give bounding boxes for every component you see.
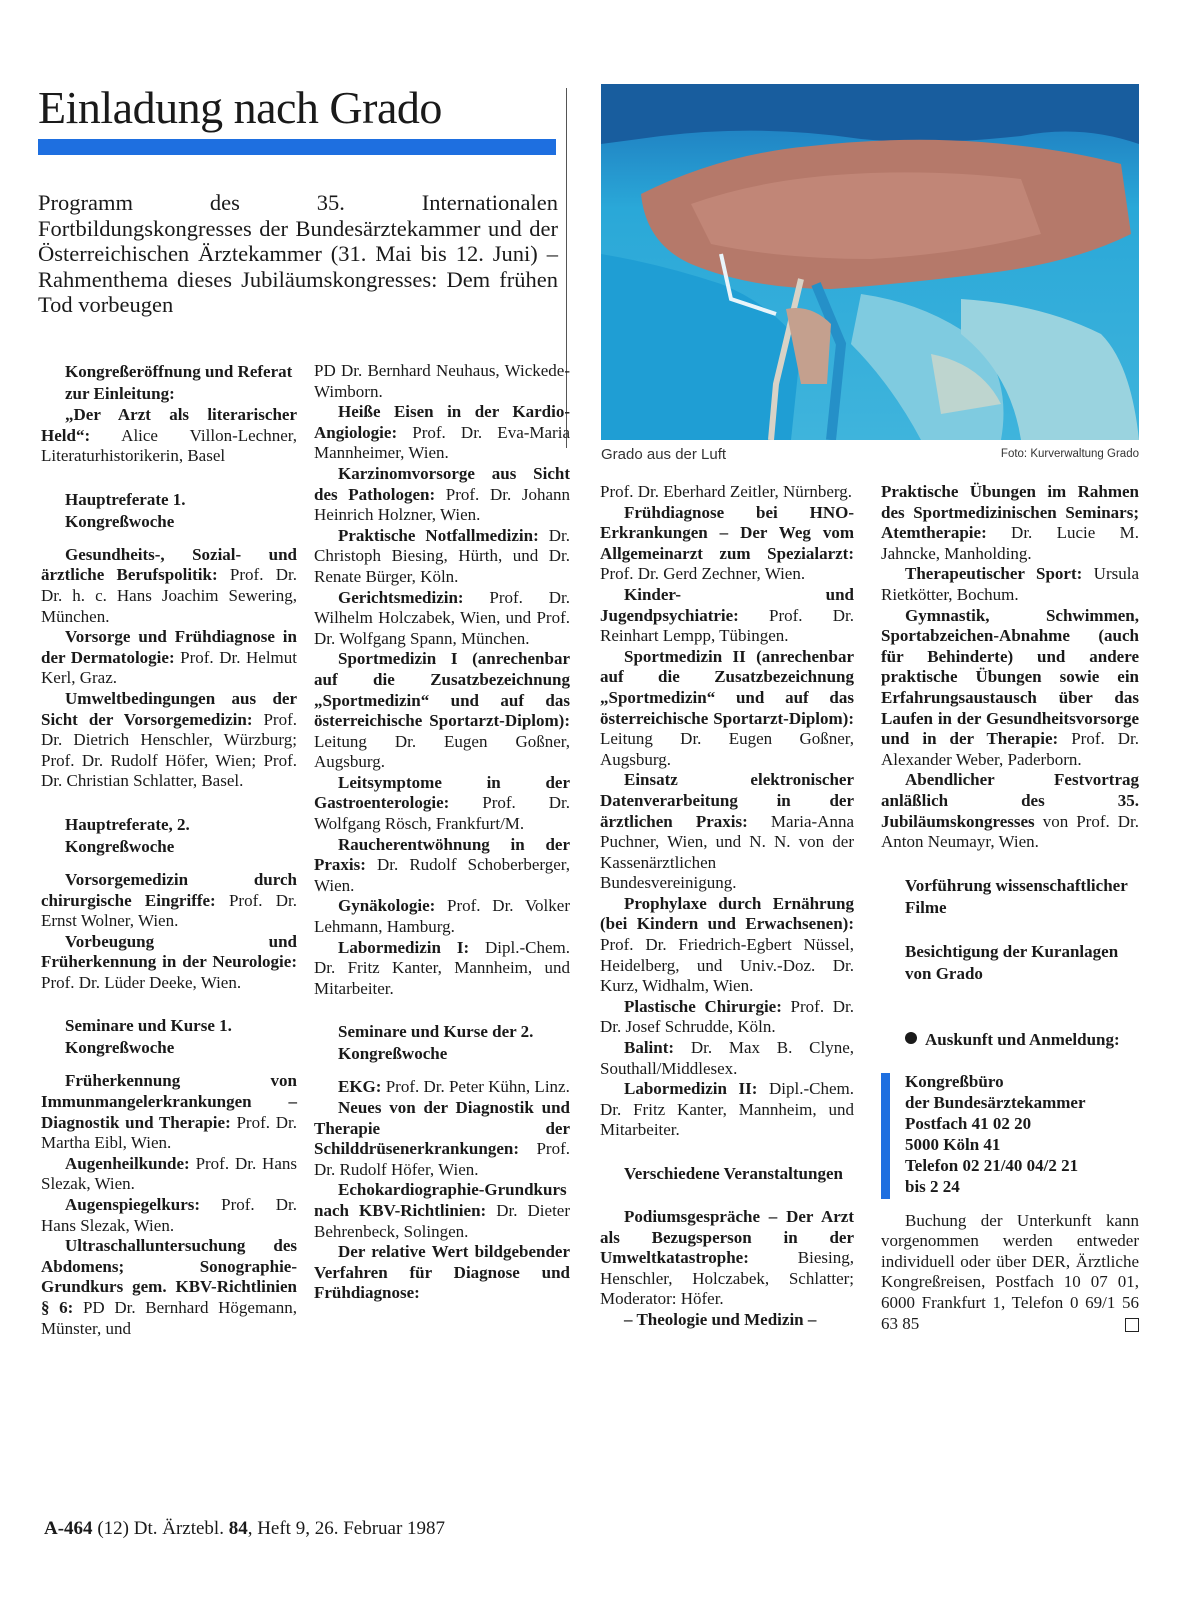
program-item: Abendlicher Festvortrag anläßlich des 35. Jubiläumskongresses von Prof. Dr. Anton Neumayr, Wien. [881, 770, 1139, 852]
program-item: Gesundheits-, Sozial- und ärztliche Berufspolitik: Prof. Dr. Dr. h. c. Hans Joachim Sewering, München. [41, 544, 297, 626]
program-item: Ultraschalluntersuchung des Abdomens; Sonographie-Grundkurs gem. KBV-Richtlinien § 6: PD Dr. Bernhard Högemann, Münster, und [41, 1236, 297, 1338]
photo-credit: Foto: Kurverwaltung Grado [1000, 448, 1139, 460]
heading-seminars-week2: Seminare und Kurse der 2. Kongreßwoche [338, 1022, 534, 1064]
program-item: Umweltbedingungen aus der Sicht der Vorsorgemedizin: Prof. Dr. Dietrich Henschler, Würzburg; Prof. Dr. Rudolf Höfer, Wien; Prof. Dr. Christian Schlatter, Basel. [41, 688, 297, 791]
program-item: Balint: Dr. Max B. Clyne, Southall/Middlesex. [600, 1038, 854, 1078]
contact-accent-bar [881, 1073, 890, 1199]
heading-films: Vorführung wissenschaftlicher Filme [905, 875, 1128, 917]
program-item: Leitsymptome in der Gastroenterologie: Prof. Dr. Wolfgang Rösch, Frankfurt/M. [314, 772, 570, 834]
column-2 [314, 361, 570, 1304]
program-item: Therapeutischer Sport: Ursula Rietkötter, Bochum. [881, 564, 1140, 604]
heading-seminars-week1: Seminare und Kurse 1. Kongreßwoche [65, 1016, 232, 1058]
program-item: EKG: Prof. Dr. Peter Kühn, Linz. [338, 1077, 570, 1097]
program-item: Praktische Notfallmedizin: Dr. Christoph Biesing, Hürth, und Dr. Renate Bürger, Köln. [314, 525, 570, 586]
heading-contact: Auskunft und Anmeldung: [881, 1029, 1139, 1051]
program-item: Einsatz elektronischer Datenverarbeitung in der ärztlichen Praxis: Maria-Anna Puchner, Wien, und N. N. von der Kassenärztlichen Bundesvereinigung. [600, 770, 854, 893]
footer-volume: 84 [228, 1518, 248, 1539]
contact-box [881, 1071, 1139, 1197]
footer-issue: , Heft 9, 26. Februar 1987 [247, 1518, 446, 1539]
heading-opening: Kongreßeröffnung und Referat zur Einleitung: [65, 362, 293, 403]
contact-line: Postfach 41 02 20 [905, 1113, 1032, 1133]
program-item: Podiumsgespräche – Der Arzt als Bezugsperson in der Umweltkatastrophe: Biesing, Henschler, Holczabek, Schlatter; Moderator: Höfer. [600, 1207, 854, 1309]
program-item: Raucherentwöhnung in der Praxis: Dr. Rudolf Schoberberger, Wien. [314, 834, 570, 895]
heading-main-lectures-week1: Hauptreferate 1. Kongreßwoche [65, 489, 186, 531]
program-item: „Der Arzt als literarischer Held“: Alice Villon-Lechner, Literaturhistorikerin, Basel [41, 405, 297, 466]
column-3 [600, 482, 854, 1331]
program-item: Augenheilkunde: Prof. Dr. Hans Slezak, Wien. [41, 1153, 297, 1194]
program-item: Der relative Wert bildgebender Verfahren für Diagnose und Frühdiagnose: [314, 1242, 570, 1303]
end-mark-icon [1125, 1318, 1139, 1332]
photo-caption: Grado aus der Luft [601, 446, 727, 463]
program-item: – Theologie und Medizin – [624, 1309, 817, 1329]
contact-line: bis 2 24 [905, 1176, 960, 1196]
program-item: Sportmedizin I (anrechenbar auf die Zusatzbezeichnung „Sportmedizin“ und auf das österreichische Sportarzt-Diplom): Leitung Dr. Eugen Goßner, Augsburg. [314, 649, 570, 772]
heading-main-lectures-week2: Hauptreferate, 2. Kongreßwoche [65, 814, 190, 856]
program-item: Plastische Chirurgie: Prof. Dr. Dr. Josef Schrudde, Köln. [600, 996, 854, 1037]
title-underline-bar [38, 139, 556, 155]
program-item: Sportmedizin II (anrechenbar auf die Zusatzbezeichnung „Sportmedizin“ und auf das österreichische Sportarzt-Diplom): Leitung Dr. Eugen Goßner, Augsburg. [600, 646, 854, 769]
aerial-photo-grado [601, 84, 1139, 440]
contact-line: der Bundesärztekammer [905, 1092, 1086, 1112]
bullet-icon [905, 1032, 917, 1044]
page-footer [44, 1518, 445, 1540]
program-item: Neues von der Diagnostik und Therapie der Schilddrüsenerkrankungen: Prof. Dr. Rudolf Höfer, Wien. [314, 1098, 570, 1179]
program-item-continued: PD Dr. Bernhard Neuhaus, Wickede-Wimborn. [314, 361, 570, 401]
program-item: Labormedizin I: Dipl.-Chem. Dr. Fritz Kanter, Mannheim, und Mitarbeiter. [314, 937, 570, 998]
footer-journal: (12) Dt. Ärztebl. [92, 1518, 229, 1539]
program-item: Labormedizin II: Dipl.-Chem. Dr. Fritz Kanter, Mannheim, und Mitarbeiter. [600, 1079, 854, 1140]
column-4 [881, 482, 1139, 1334]
program-item: Echokardiographie-Grundkurs nach KBV-Richtlinien: Dr. Dieter Behrenbeck, Solingen. [314, 1180, 570, 1241]
program-item: Gynäkologie: Prof. Dr. Volker Lehmann, Hamburg. [314, 896, 570, 937]
program-item: Augenspiegelkurs: Prof. Dr. Hans Slezak, Wien. [41, 1195, 297, 1235]
column-1 [41, 361, 297, 1339]
program-item: Frühdiagnose bei HNO-Erkrankungen – Der Weg vom Allgemeinarzt zum Spezialarzt: Prof. Dr. Gerd Zechner, Wien. [600, 502, 854, 584]
program-item: Gerichtsmedizin: Prof. Dr. Wilhelm Holczabek, Wien, und Prof. Dr. Wolfgang Spann, München. [314, 587, 570, 648]
program-item: Praktische Übungen im Rahmen des Sportmedizinischen Seminars; Atemtherapie: Dr. Lucie M. Jahncke, Manholding. [881, 482, 1139, 563]
program-item: Heiße Eisen in der Kardio-Angiologie: Prof. Dr. Eva-Maria Mannheimer, Wien. [314, 402, 570, 463]
contact-line: Kongreßbüro [905, 1071, 1004, 1091]
program-item: Kinder- und Jugendpsychiatrie: Prof. Dr. Reinhart Lempp, Tübingen. [600, 584, 854, 646]
program-item: Vorsorgemedizin durch chirurgische Eingriffe: Prof. Dr. Ernst Wolner, Wien. [41, 869, 297, 931]
aerial-photo-illustration [601, 84, 1139, 440]
booking-info: Buchung der Unterkunft kann vorgenommen werden entweder individuell oder über DER, Ärztliche Kongreßreisen, Postfach 10 07 01, 6000 Frankfurt 1, Telefon 0 69/1 56 63 85 [881, 1210, 1139, 1333]
program-item: Früherkennung von Immunmangelerkrankungen – Diagnostik und Therapie: Prof. Dr. Martha Eibl, Wien. [41, 1071, 298, 1153]
intro-lede: Programm des 35. Internationalen Fortbildungskongresses der Bundesärztekammer und der Österreichischen Ärztekammer (31. Mai bis 12. Juni) – Rahmenthema dieses Jubiläumskongresses: Dem frühen Tod vorbeugen [38, 190, 558, 317]
contact-line: 5000 Köln 41 [905, 1134, 1001, 1154]
program-item: Karzinomvorsorge aus Sicht des Pathologen: Prof. Dr. Johann Heinrich Holzner, Wien. [314, 463, 570, 525]
program-item: Prophylaxe durch Ernährung (bei Kindern und Erwachsenen): Prof. Dr. Friedrich-Egbert Nüssel, Heidelberg, und Univ.-Doz. Dr. Kurz, Widhalm, Wien. [600, 893, 854, 996]
article-title: Einladung nach Grado [38, 82, 442, 133]
program-item: Vorbeugung und Früherkennung in der Neurologie: Prof. Dr. Lüder Deeke, Wien. [41, 931, 297, 992]
contact-line: Telefon 02 21/40 04/2 21 [905, 1155, 1079, 1175]
heading-misc-events: Verschiedene Veranstaltungen [624, 1164, 843, 1183]
program-item: Vorsorge und Frühdiagnose in der Dermatologie: Prof. Dr. Helmut Kerl, Graz. [41, 627, 297, 688]
program-item-continued: Prof. Dr. Eberhard Zeitler, Nürnberg. [600, 482, 853, 501]
page-number: A-464 [44, 1518, 93, 1539]
heading-spa-tour: Besichtigung der Kuranlagen von Grado [905, 941, 1119, 983]
program-item: Gymnastik, Schwimmen, Sportabzeichen-Abnahme (auch für Behinderte) und andere praktische Übungen sowie ein Erfahrungsaustausch über das Laufen in der Gesundheitsvorsorge und in der Therapie: Prof. Dr. Alexander Weber, Paderborn. [881, 605, 1139, 769]
